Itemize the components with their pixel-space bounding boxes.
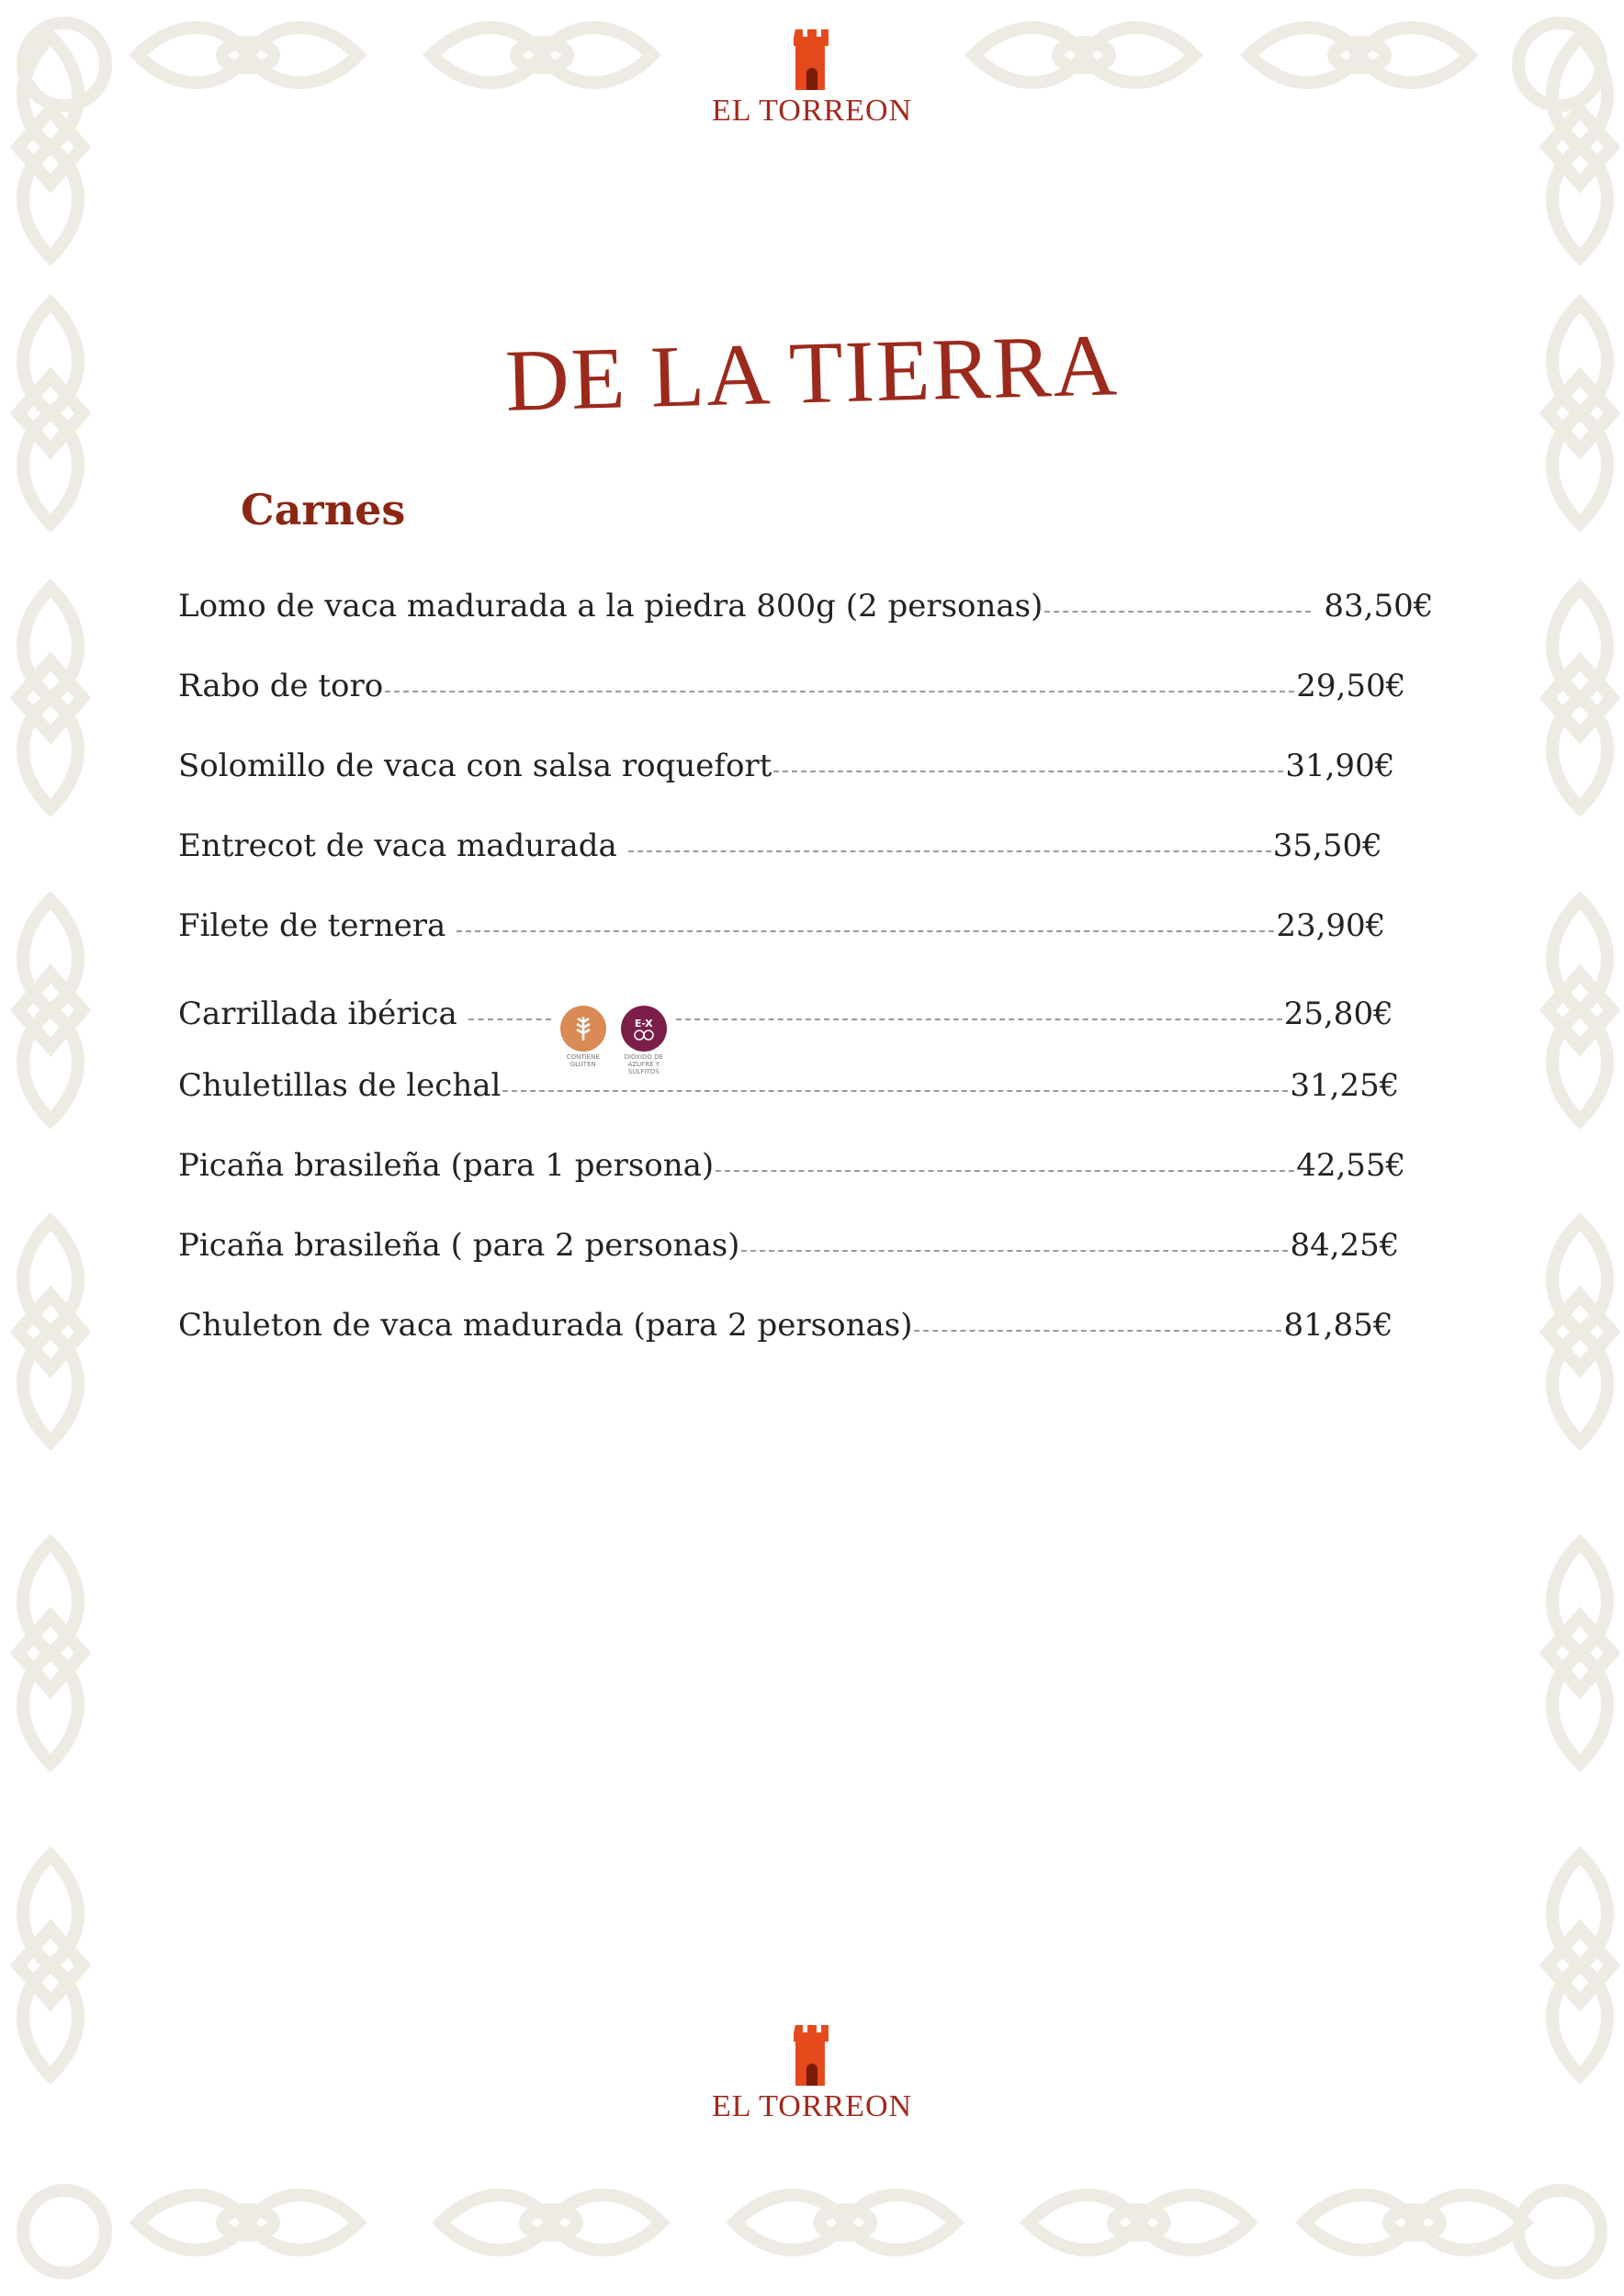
allergen-icons [558,1006,669,1075]
item-name: Picaña brasileña (para 1 persona) [178,1147,715,1184]
sulphite-icon [621,1006,667,1052]
dotted-leader [468,1019,551,1020]
dotted-leader [385,691,1294,692]
item-name: Carrillada ibérica [178,996,457,1032]
dotted-leader [502,1090,1288,1092]
item-price: 31,25€ [1290,1067,1400,1104]
item-name: Rabo de toro [178,668,384,704]
menu-item [178,1067,1427,1147]
menu-item [178,668,1427,748]
item-price: 35,50€ [1272,827,1382,864]
wheat-icon [560,1006,606,1052]
item-price: 81,85€ [1283,1307,1393,1344]
dotted-leader [676,1019,1282,1020]
item-price: 42,55€ [1296,1147,1406,1184]
menu-item [178,987,1427,1075]
section-title: Carnes [241,485,406,535]
item-name: Entrecot de vaca madurada [178,827,617,864]
allergen-label: DIOXIDO DE AZUFRE Y SULFITOS [624,1053,663,1075]
dotted-leader [741,1250,1288,1252]
item-price: 31,90€ [1285,748,1395,784]
allergen-gluten [558,1006,608,1075]
item-name: Chuleton de vaca madurada (para 2 personas) [178,1307,913,1344]
item-name: Picaña brasileña ( para 2 personas) [178,1227,740,1264]
logo-top [712,29,912,129]
tower-icon [794,29,830,90]
page-title: DE LA TIERRA [503,315,1121,430]
menu-item [178,827,1427,907]
allergen-code: E-X [634,1017,653,1030]
item-name: Lomo de vaca madurada a la piedra 800g (2 personas) [178,588,1043,625]
menu-item [178,1227,1427,1307]
dotted-leader [1044,611,1311,613]
dotted-leader [628,850,1271,852]
item-name: Solomillo de vaca con salsa roquefort [178,748,773,784]
dotted-leader [773,771,1283,772]
menu-item [178,588,1434,668]
logo-bottom [712,2025,912,2124]
item-name: Filete de ternera [178,907,446,944]
dotted-leader [716,1170,1294,1172]
brand-name: EL TORREON [711,94,913,128]
item-price: 29,50€ [1296,668,1406,704]
item-price: 84,25€ [1290,1227,1400,1264]
item-name: Chuletillas de lechal [178,1067,502,1104]
menu-item [178,1147,1427,1227]
dotted-leader [914,1330,1281,1332]
item-price: 25,80€ [1283,996,1393,1032]
item-price: 83,50€ [1324,588,1434,625]
dotted-leader [457,930,1274,932]
allergen-label: CONTIENE GLUTEN [566,1053,600,1068]
item-price: 23,90€ [1276,907,1386,944]
menu-list [178,588,1434,1387]
menu-item [178,1307,1427,1387]
menu-item [178,907,1427,987]
brand-name: EL TORREON [711,2089,913,2123]
allergen-sulphites [619,1006,669,1075]
tower-icon [794,2025,830,2086]
menu-item [178,748,1427,827]
